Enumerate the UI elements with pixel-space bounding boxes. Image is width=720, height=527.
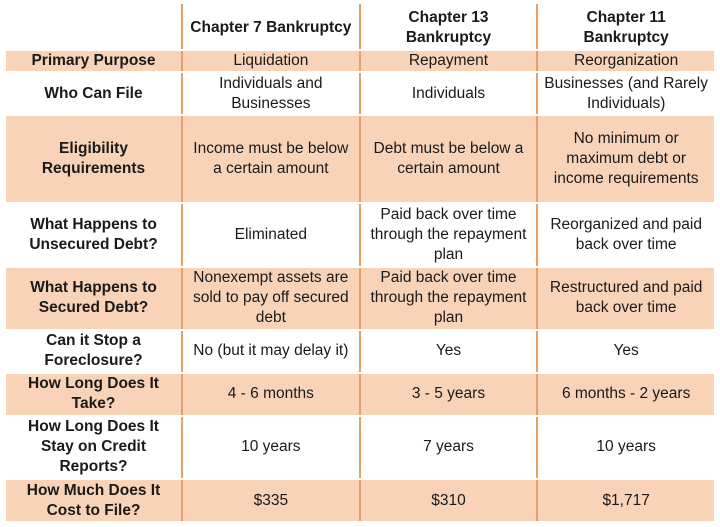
table-cell: Liquidation xyxy=(182,50,360,72)
table-cell: 7 years xyxy=(360,416,538,479)
table-cell: Paid back over time through the repayment plan xyxy=(360,267,538,330)
table-cell: 6 months - 2 years xyxy=(537,373,715,416)
row-header: What Happens to Unsecured Debt? xyxy=(5,203,182,266)
table-cell: No (but it may delay it) xyxy=(182,330,360,373)
table-body xyxy=(5,50,715,522)
table-cell: $335 xyxy=(182,479,360,522)
column-header-chapter-13: Chapter 13 Bankruptcy xyxy=(360,5,538,50)
table-cell: $310 xyxy=(360,479,538,522)
row-header: How Long Does It Stay on Credit Reports? xyxy=(5,416,182,479)
table-cell: 3 - 5 years xyxy=(360,373,538,416)
table-cell: 10 years xyxy=(537,416,715,479)
table-cell: Nonexempt assets are sold to pay off secured debt xyxy=(182,267,360,330)
table-row xyxy=(5,479,715,522)
table-cell: Yes xyxy=(537,330,715,373)
comparison-table-container xyxy=(4,4,716,523)
row-header: Can it Stop a Foreclosure? xyxy=(5,330,182,373)
header-row xyxy=(5,5,715,50)
row-header: What Happens to Secured Debt? xyxy=(5,267,182,330)
table-row xyxy=(5,203,715,266)
row-header: How Much Does It Cost to File? xyxy=(5,479,182,522)
table-cell: Yes xyxy=(360,330,538,373)
table-cell: Repayment xyxy=(360,50,538,72)
table-row xyxy=(5,50,715,72)
column-header-chapter-11: Chapter 11 Bankruptcy xyxy=(537,5,715,50)
table-cell: Paid back over time through the repayment plan xyxy=(360,203,538,266)
table-cell: No minimum or maximum debt or income requirements xyxy=(537,115,715,203)
table-cell: 10 years xyxy=(182,416,360,479)
table-cell: Businesses (and Rarely Individuals) xyxy=(537,72,715,115)
table-cell: Individuals xyxy=(360,72,538,115)
table-cell: $1,717 xyxy=(537,479,715,522)
table-row xyxy=(5,330,715,373)
table-cell: Individuals and Businesses xyxy=(182,72,360,115)
row-header: Who Can File xyxy=(5,72,182,115)
table-row xyxy=(5,373,715,416)
table-cell: Reorganization xyxy=(537,50,715,72)
table-cell: Income must be below a certain amount xyxy=(182,115,360,203)
bankruptcy-comparison-table xyxy=(4,4,716,523)
row-header: How Long Does It Take? xyxy=(5,373,182,416)
table-row xyxy=(5,72,715,115)
table-cell: Eliminated xyxy=(182,203,360,266)
row-header: Primary Purpose xyxy=(5,50,182,72)
column-header-chapter-7: Chapter 7 Bankruptcy xyxy=(182,5,360,50)
corner-cell xyxy=(5,5,182,50)
table-cell: 4 - 6 months xyxy=(182,373,360,416)
table-row xyxy=(5,267,715,330)
table-cell: Reorganized and paid back over time xyxy=(537,203,715,266)
table-row xyxy=(5,115,715,203)
table-row xyxy=(5,416,715,479)
table-cell: Debt must be below a certain amount xyxy=(360,115,538,203)
table-cell: Restructured and paid back over time xyxy=(537,267,715,330)
row-header: Eligibility Requirements xyxy=(5,115,182,203)
